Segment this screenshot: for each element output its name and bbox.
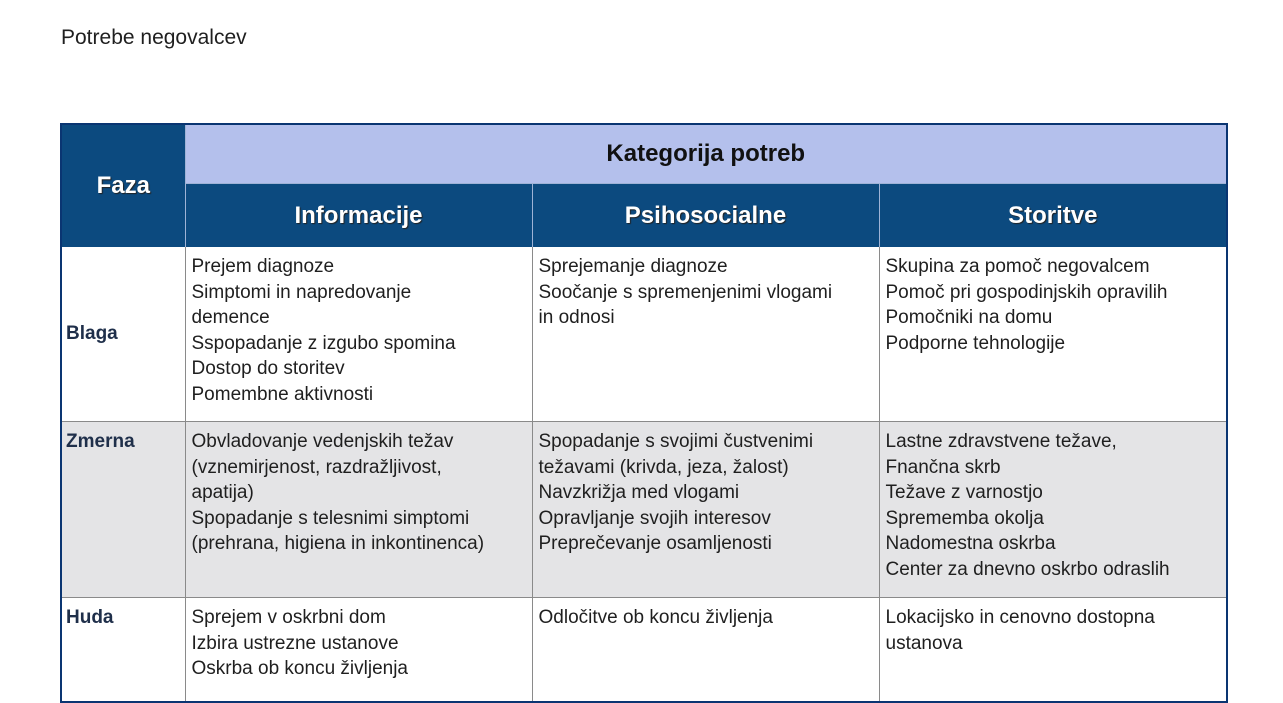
cell-line: Soočanje s spremenjenimi vlogami [538,281,833,303]
cell-line: apatija) [191,482,254,503]
cell-line: Pomočniki na domu [885,307,1053,328]
cell-line: Nadomestna oskrba [885,533,1056,554]
cell-line: Center za dnevno oskrbo odraslih [885,558,1170,580]
cell-psihosocialne [532,247,879,422]
cell-line: Pomembne aktivnosti [191,383,374,405]
cell-storitve [879,247,1227,422]
cell-line: Opravljanje svojih interesov [538,507,771,529]
cell-line: Podporne tehnologije [885,332,1066,354]
cell-line: Odločitve ob koncu življenja [538,607,773,628]
cell-psihosocialne [532,422,879,598]
cell-informacije [185,598,532,703]
cell-informacije [185,422,532,598]
cell-line: Izbira ustrezne ustanove [191,632,399,654]
category-header: Kategorija potreb [185,124,1227,184]
cell-line: in odnosi [538,307,615,328]
cell-line: Pomoč pri gospodinjskih opravilih [885,281,1168,303]
cell-storitve [879,598,1227,703]
phase-column-header: Faza [61,124,185,247]
cell-line: Sprejemanje diagnoze [538,256,728,277]
cell-line: Simptomi in napredovanje [191,281,412,303]
cell-line: Lastne zdravstvene težave, [885,431,1117,452]
cell-line: Preprečevanje osamljenosti [538,533,772,554]
cell-line: Dostop do storitev [191,358,345,379]
cell-line: Lokacijsko in cenovno dostopna [885,607,1155,628]
cell-line: Spopadanje s svojimi čustvenimi [538,431,814,452]
cell-line: Fnančna skrb [885,456,1001,478]
table-row-huda [61,598,1227,703]
cell-line: Oskrba ob koncu življenja [191,658,408,679]
cell-line: (vznemirjenost, razdražljivost, [191,456,442,478]
cell-line: Spopadanje s telesnimi simptomi [191,507,470,529]
cell-line: Obvladovanje vedenjskih težav [191,431,454,452]
cell-storitve [879,422,1227,598]
table-row-zmerna [61,422,1227,598]
cell-line: Težave z varnostjo [885,482,1043,503]
column-header-storitve: Storitve [879,184,1227,248]
phase-label: Blaga [61,247,185,422]
cell-line: Prejem diagnoze [191,256,335,277]
column-header-psihosocialne: Psihosocialne [532,184,879,248]
cell-line: Sprememba okolja [885,507,1044,529]
cell-line: Sspopadanje z izgubo spomina [191,332,456,354]
caregiver-needs-table [60,123,1228,703]
cell-line: ustanova [885,632,963,654]
column-header-informacije: Informacije [185,184,532,248]
cell-line: Navzkrižja med vlogami [538,482,740,503]
phase-label: Zmerna [61,422,185,598]
cell-line: Skupina za pomoč negovalcem [885,256,1150,277]
cell-line: težavami (krivda, jeza, žalost) [538,456,789,478]
cell-informacije [185,247,532,422]
phase-label: Huda [61,598,185,703]
table-row-blaga [61,247,1227,422]
page-title: Potrebe negovalcev [61,26,247,49]
cell-line: demence [191,307,270,328]
cell-line: (prehrana, higiena in inkontinenca) [191,533,485,554]
cell-line: Sprejem v oskrbni dom [191,607,386,628]
cell-psihosocialne [532,598,879,703]
